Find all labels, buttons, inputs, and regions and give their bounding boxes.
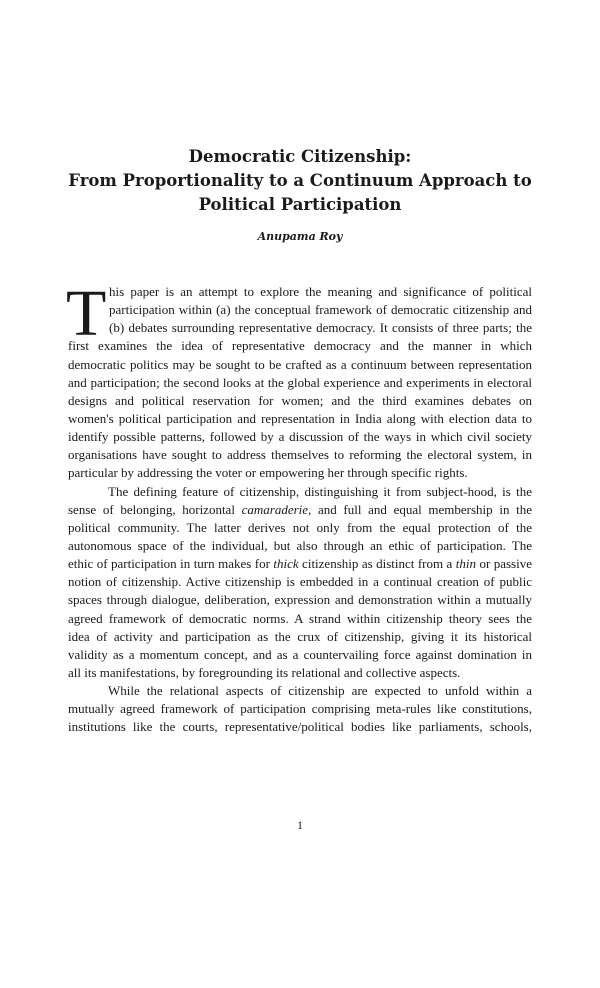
text-line	[68, 537, 532, 555]
line-text: validity as a momentum concept, and as a countervailing force against domination in	[68, 646, 532, 662]
text-line	[68, 283, 532, 301]
line-text: While the relational aspects of citizenship are expected to unfold within a	[108, 683, 532, 699]
line-text: idea of activity and participation as the crux of citizenship, giving it its historical	[68, 628, 532, 644]
title-line: From Proportionality to a Continuum Approach to	[68, 171, 532, 190]
text-line	[68, 374, 532, 392]
line-text: all its manifestations, by foregrounding its relational and collective aspects.	[68, 664, 461, 680]
line-text: first examines the idea of representative democracy and the manner in which	[68, 338, 532, 354]
paper-title	[0, 145, 600, 217]
text-line	[68, 682, 532, 700]
line-text: and participation; the second looks at the global experience and experiments in electoral	[68, 374, 532, 390]
line-text: , and full and equal membership in the	[308, 501, 532, 517]
emphasis-text: thick	[273, 556, 299, 572]
text-line	[68, 337, 532, 355]
body-text	[66, 277, 532, 737]
text-line	[68, 718, 532, 736]
text-line	[68, 464, 532, 482]
line-text: mutually agreed framework of participation comprising meta-rules like constitutions,	[68, 701, 532, 717]
text-line	[68, 519, 532, 537]
title-line: Democratic Citizenship:	[188, 147, 412, 166]
text-line	[68, 446, 532, 464]
line-text: or passive	[476, 556, 532, 572]
text-line	[68, 319, 532, 337]
text-line	[68, 610, 532, 628]
line-text: The defining feature of citizenship, distinguishing it from subject-hood, is the	[108, 483, 532, 499]
line-text: sense of belonging, horizontal	[68, 501, 242, 517]
line-text: autonomous space of the individual, but also through an ethic of participation. The	[68, 537, 532, 553]
emphasis-text: camaraderie	[241, 501, 309, 517]
line-text: ethic of participation in turn makes for	[68, 556, 274, 572]
line-text: political community. The latter derives not only from the equal protection of the	[68, 519, 532, 535]
text-line	[68, 501, 532, 519]
line-text: women's political participation and representation in India along with election data to	[68, 410, 532, 426]
author-name: Anupama Roy	[257, 230, 343, 243]
title-line: Political Participation	[198, 195, 402, 214]
text-line	[68, 301, 532, 319]
text-line	[68, 573, 532, 591]
line-text: identify possible patterns, followed by a discussion of the ways in which civil society	[68, 429, 532, 445]
line-text: his paper is an attempt to explore the meaning and significance of political	[109, 284, 532, 299]
line-text: institutions like the courts, representative/political bodies like parliaments, schools,	[68, 719, 532, 735]
text-line	[68, 646, 532, 664]
line-text: notion of citizenship. Active citizenship is embedded in a continual creation of public	[68, 574, 532, 590]
emphasis-text: thin	[455, 556, 476, 572]
text-line	[68, 392, 532, 410]
text-line	[68, 555, 532, 573]
page-number: 1	[297, 818, 303, 832]
text-line	[68, 700, 532, 718]
line-text: designs and political reservation for women; and the third examines debates on	[68, 392, 532, 408]
line-text: (b) debates surrounding representative democracy. It consists of three parts; the	[109, 320, 532, 336]
text-line	[68, 664, 532, 682]
text-line	[68, 356, 532, 374]
line-text: participation within (a) the conceptual framework of democratic citizenship and	[109, 302, 532, 318]
drop-cap: T	[66, 277, 107, 350]
line-text: particular by addressing the voter or empowering her through specific rights.	[68, 465, 468, 481]
text-line	[68, 428, 532, 446]
text-line	[68, 410, 532, 428]
line-text: spaces through dialogue, deliberation, expression and demonstration within a mutually	[68, 592, 532, 608]
text-line	[68, 628, 532, 646]
line-text: agreed framework of democratic norms. A strand within citizenship theory sees the	[68, 610, 532, 626]
text-line	[68, 591, 532, 609]
line-text: organisations have sought to address themselves to reforming the electoral system, in	[68, 447, 532, 463]
line-text: democratic politics may be sought to be crafted as a continuum between representation	[68, 356, 532, 372]
text-line	[68, 483, 532, 501]
line-text: citizenship as distinct from a	[298, 556, 456, 572]
